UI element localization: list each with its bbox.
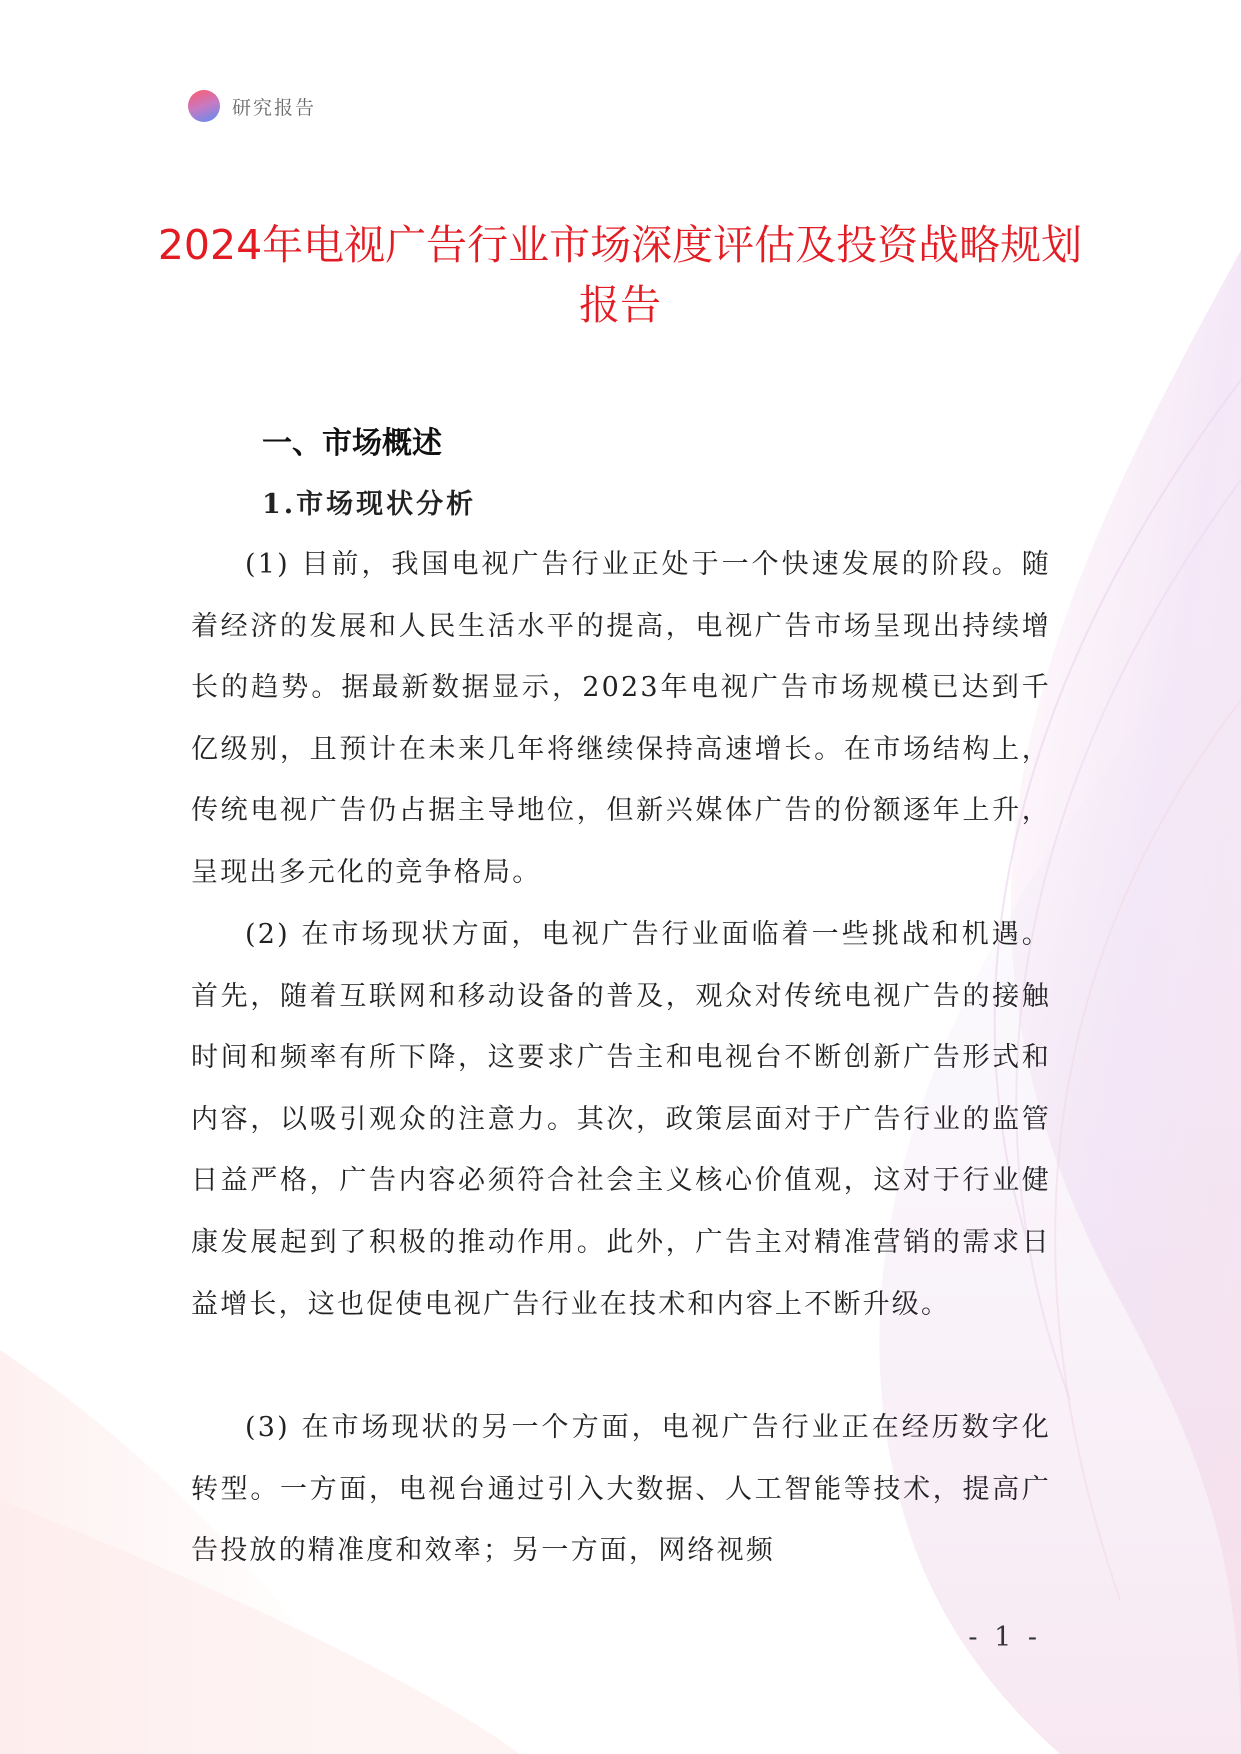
sub-heading: 1.市场现状分析 [262, 489, 477, 520]
paragraph-2: (2) 在市场现状方面，电视广告行业面临着一些挑战和机遇。首先，随着互联网和移动设备的普及，观众对传统电视广告的接触时间和频率有所下降，这要求广告主和电视台不断创新广告形式和内容，以吸引观众的注意力。其次，政策层面对于广告行业的监管日益严格，广告内容必须符合社会主义核心价值观，这对于行业健康发展起到了积极的推动作用。此外，广告主对精准营销的需求日益增长，这也促使电视广告行业在技术和内容上不断升级。 [191, 919, 1051, 1320]
header-label: 研究报告 [232, 96, 317, 119]
header [188, 88, 316, 124]
section-heading: 一、市场概述 [262, 426, 442, 461]
paragraph-1: (1) 目前，我国电视广告行业正处于一个快速发展的阶段。随着经济的发展和人民生活水平的提高，电视广告市场呈现出持续增长的趋势。据最新数据显示，2023年电视广告市场规模已达到千亿级别，且预计在未来几年将继续保持高速增长。在市场结构上，传统电视广告仍占据主导地位，但新兴媒体广告的份额逐年上升，呈现出多元化的竞争格局。 [191, 549, 1051, 888]
paragraph-3: (3) 在市场现状的另一个方面，电视广告行业正在经历数字化转型。一方面，电视台通过引入大数据、人工智能等技术，提高广告投放的精准度和效率；另一方面，网络视频 [191, 1412, 1051, 1567]
document-title: 2024年电视广告行业市场深度评估及投资战略规划报告 [157, 221, 1083, 329]
logo-circle-icon [188, 90, 220, 122]
page-number: - 1 - [968, 1622, 1041, 1653]
